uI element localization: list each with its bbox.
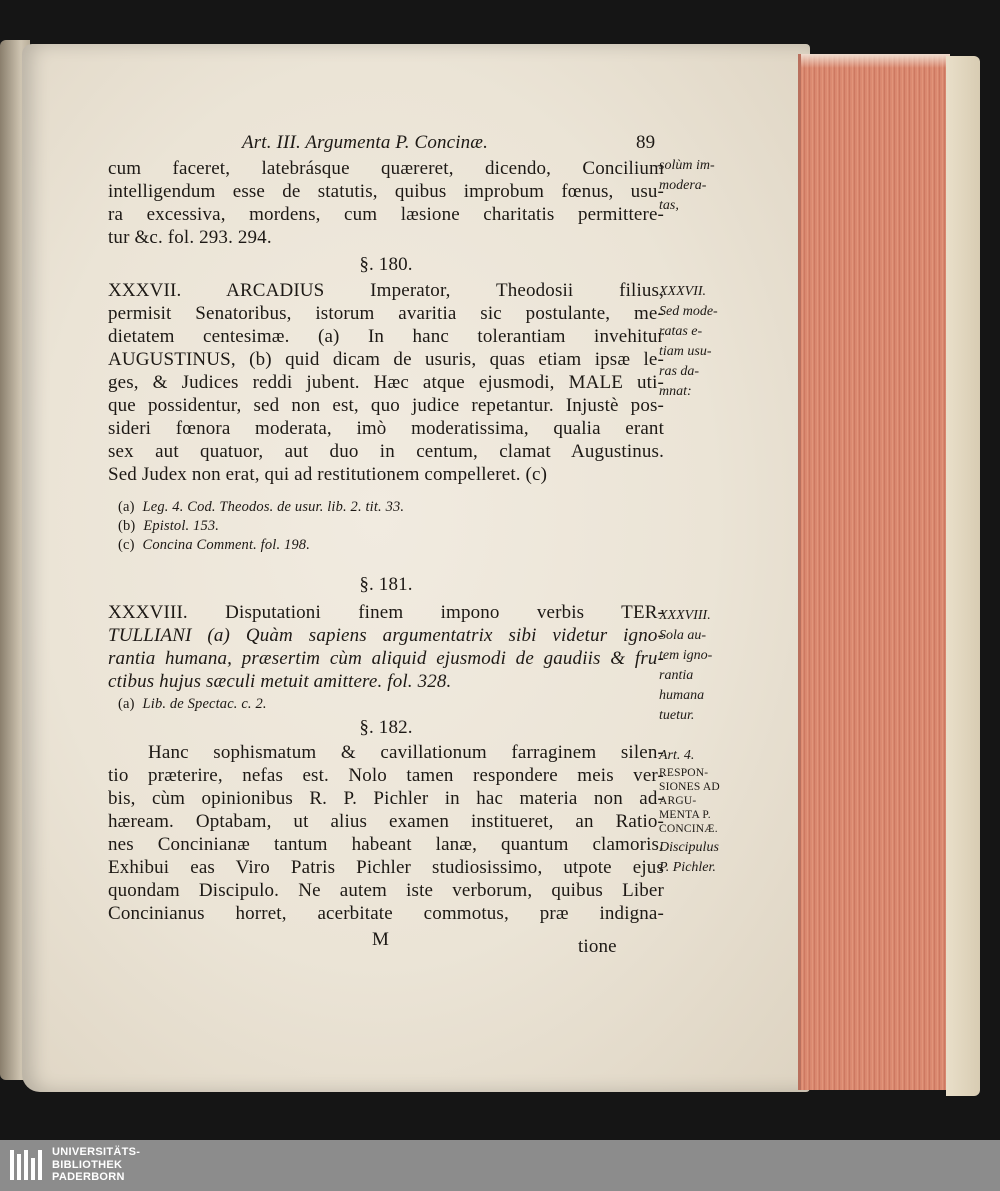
text-line: tur &c. fol. 293. 294. — [108, 227, 272, 248]
footnote — [118, 537, 310, 554]
text-line: XXXVII. ARCADIUS Imperator, Theodosii filius, — [108, 280, 664, 301]
library-logo-icon — [8, 1146, 48, 1186]
text-line: Concinianus horret, acerbitate commotus, præ indigna- — [108, 903, 664, 924]
footnote-text: Leg. 4. Cod. Theodos. de usur. lib. 2. tit. 33. — [142, 499, 405, 515]
footnote-label: (b) — [118, 518, 136, 534]
signature-mark: M — [372, 929, 390, 950]
page-edges — [798, 54, 950, 1090]
margin-note: solùm im- modera- tas, — [659, 158, 715, 213]
footnote-text: Lib. de Spectac. c. 2. — [142, 696, 267, 712]
text-line: sideri fœnora moderata, imò moderatissima, qualia erant — [108, 418, 664, 439]
footnote-text: Epistol. 153. — [143, 518, 220, 534]
text-line: cum faceret, latebrásque quæreret, dicendo, Concilium — [108, 158, 664, 179]
catchword: tione — [578, 936, 617, 957]
library-logo-text: UNIVERSITÄTS- BIBLIOTHEK PADERBORN — [52, 1146, 141, 1183]
footnote — [118, 696, 267, 713]
running-head: Art. III. Argumenta P. Concinæ. — [242, 132, 489, 153]
section-heading: §. 180. — [359, 254, 413, 275]
text-line: que possidentur, sed non est, quo judice repetantur. Injustè pos- — [108, 395, 664, 416]
footnote — [118, 518, 219, 535]
text-line: XXXVIII. Disputationi finem impono verbis TER- — [108, 602, 664, 623]
text-line: ctibus hujus sæculi metuit amittere. fol. 328. — [108, 671, 452, 692]
text-line: ges, & Judices reddi jubent. Hæc atque ejusmodi, MALE uti- — [108, 372, 664, 393]
text-line: AUGUSTINUS, (b) quid dicam de usuris, quas etiam ipsæ le- — [108, 349, 664, 370]
page-text — [22, 44, 810, 1092]
margin-note: XXXVIII. Sola au- tem igno- rantia humana tuetur. — [659, 608, 713, 723]
text-line: dietatem centesimæ. (a) In hanc tolerantiam invehitur — [108, 326, 664, 347]
back-cover-board — [946, 56, 980, 1096]
margin-note: RESPON- SIONES AD ARGU- MENTA P. CONCINÆ. — [659, 767, 720, 835]
text-line: tio præterire, nefas est. Nolo tamen respondere meis ver- — [108, 765, 664, 786]
text-line: hæream. Optabam, ut alius examen institueret, an Ratio- — [108, 811, 664, 832]
text-line: bis, cùm opinionibus R. P. Pichler in hac materia non ad- — [108, 788, 664, 809]
margin-note: Art. 4. — [659, 748, 695, 763]
text-line: TULLIANI (a) Quàm sapiens argumentatrix sibi videtur igno- — [108, 625, 664, 646]
text-line: permisit Senatoribus, istorum avaritia sic postulante, me- — [108, 303, 664, 324]
text-line: sex aut quatuor, aut duo in centum, clamat Augustinus. — [108, 441, 664, 462]
footnote — [118, 499, 404, 516]
margin-note: Discipulus P. Pichler. — [659, 840, 719, 875]
footnote-label: (a) — [118, 499, 135, 515]
footnote-text: Concina Comment. fol. 198. — [142, 537, 310, 553]
text-line: Sed Judex non erat, qui ad restitutionem compelleret. (c) — [108, 464, 548, 485]
text-line: intelligendum esse de statutis, quibus improbum fœnus, usu- — [108, 181, 664, 202]
section-heading: §. 181. — [359, 574, 413, 595]
section-heading: §. 182. — [359, 717, 413, 738]
page-number: 89 — [636, 132, 656, 153]
margin-note: XXXVII. Sed mode- ratas e- tiam usu- ras da- mnat: — [659, 284, 718, 399]
text-line: quondam Discipulo. Ne autem iste verborum, quibus Liber — [108, 880, 664, 901]
footnote-label: (a) — [118, 696, 135, 712]
text-line: nes Concinianæ tantum habeant lanæ, quantum clamoris. — [108, 834, 664, 855]
text-line: ra excessiva, mordens, cum læsione charitatis permittere- — [108, 204, 664, 225]
footnote-label: (c) — [118, 537, 135, 553]
text-line: rantia humana, præsertim cùm aliquid ejusmodi de gaudiis & fru- — [108, 648, 664, 669]
footer-bar — [0, 1140, 1000, 1191]
text-line: Exhibui eas Viro Patris Pichler studiosissimo, utpote ejus — [108, 857, 664, 878]
text-line: Hanc sophismatum & cavillationum farraginem silen- — [148, 742, 664, 763]
